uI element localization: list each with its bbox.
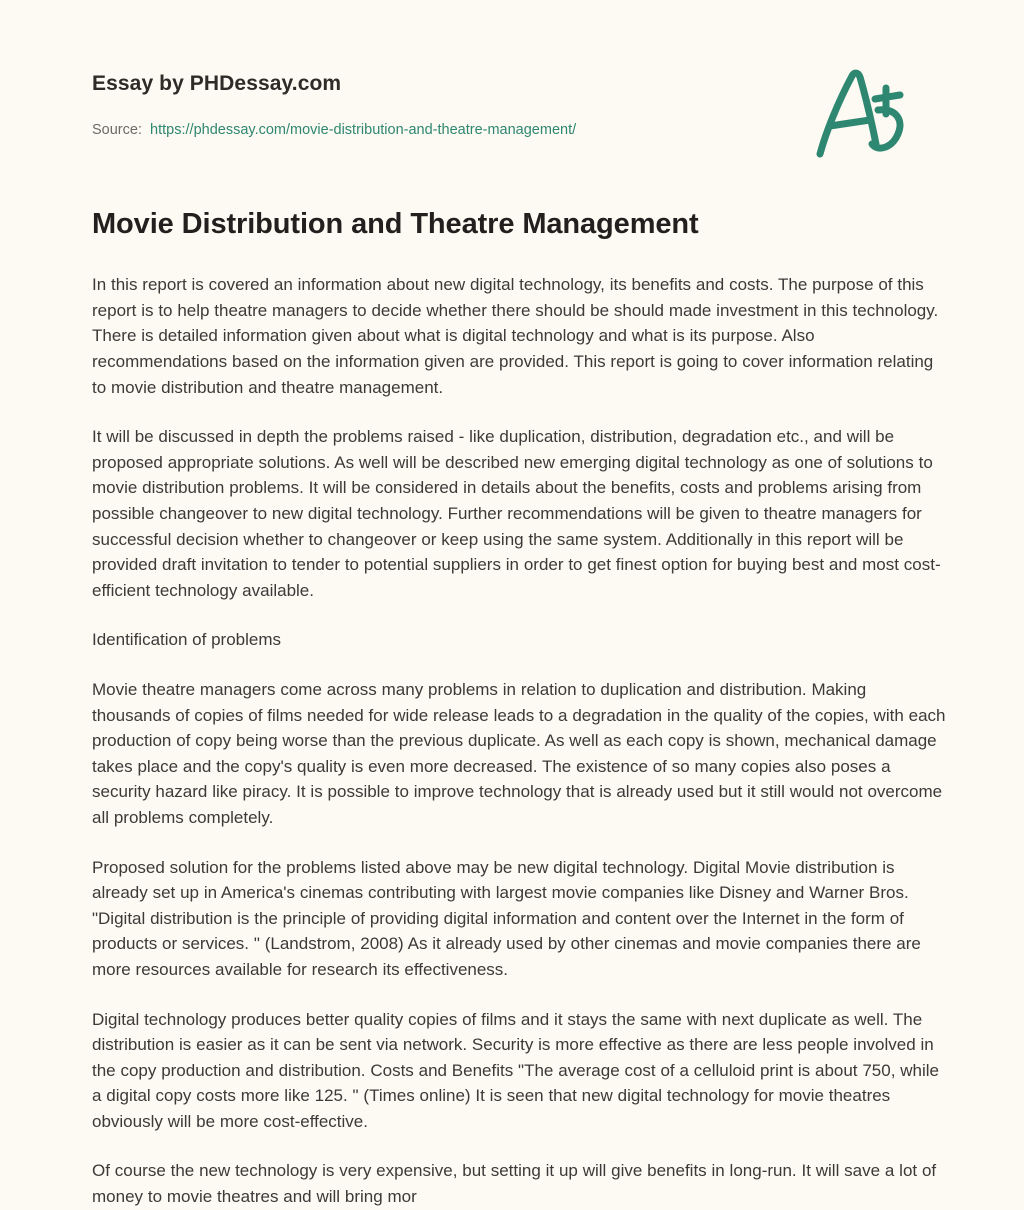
source-label: Source:: [92, 122, 142, 138]
paragraph: It will be discussed in depth the problems raised - like duplication, distribution, degradation etc., and will be proposed appropriate solutions. As well will be described new emerging digital technology as one of solutions to movie distribution problems. It will be considered in details about the benefits, costs and problems arising from possible changeover to new digital technology. Further recommendations will be given to theatre managers for successful decision whether to changeover or keep using the same system. Additionally in this report will be provided draft invitation to tender to potential suppliers in order to get finest option for buying best and most cost-efficient technology available.: [92, 427, 941, 600]
paragraph-truncated: Of course the new technology is very expensive, but setting it up will give benefits in long-run. It will save a lot of money to movie theatres and will bring mor: [92, 1161, 937, 1207]
source-line: [92, 122, 576, 138]
paragraph: In this report is covered an information about new digital technology, its benefits and costs. The purpose of this report is to help theatre managers to decide whether there should be should made investment in this technology. There is detailed information given about what is digital technology and what is its purpose. Also recommendations based on the information given are provided. This report is going to cover information relating to movie distribution and theatre management.: [92, 275, 939, 397]
page-header: [0, 0, 1024, 190]
brand-title: Essay by PHDessay.com: [92, 72, 342, 95]
source-url-link[interactable]: https://phdessay.com/movie-distribution-and-theatre-management/: [150, 122, 577, 138]
paragraph: Movie theatre managers come across many problems in relation to duplication and distribution. Making thousands of copies of films needed for wide release leads to a degradation in the quality of the copies, with each production of copy being worse than the previous duplicate. As well as each copy is shown, mechanical damage takes place and the copy's quality is even more decreased. The existence of so many copies also poses a security hazard like piracy. It is possible to improve technology that is already used but it still would not overcome all problems completely.: [92, 679, 946, 827]
paragraph: Proposed solution for the problems listed above may be new digital technology. Digital Movie distribution is already set up in America's cinemas contributing with largest movie companies like Disney and Warner Bros. "Digital distribution is the principle of providing digital information and content over the Internet in the form of products or services. " (Landstrom, 2008) As it already used by other cinemas and movie companies there are more resources available for research its effectiveness.: [92, 857, 921, 979]
document-body: [92, 206, 948, 1210]
page-title: Movie Distribution and Theatre Management: [92, 208, 699, 240]
section-heading: Identification of problems: [92, 630, 281, 650]
paragraph: Digital technology produces better quality copies of films and it stays the same with next duplicate as well. The distribution is easier as it can be sent via network. Security is more effective as there are less people involved in the copy production and distribution. Costs and Benefits "The average cost of a celluloid print is about 750, while a digital copy costs more like 125. " (Times online) It is seen that new digital technology for movie theatres obviously will be more cost-effective.: [92, 1009, 940, 1131]
a-plus-logo-icon: [808, 62, 918, 162]
